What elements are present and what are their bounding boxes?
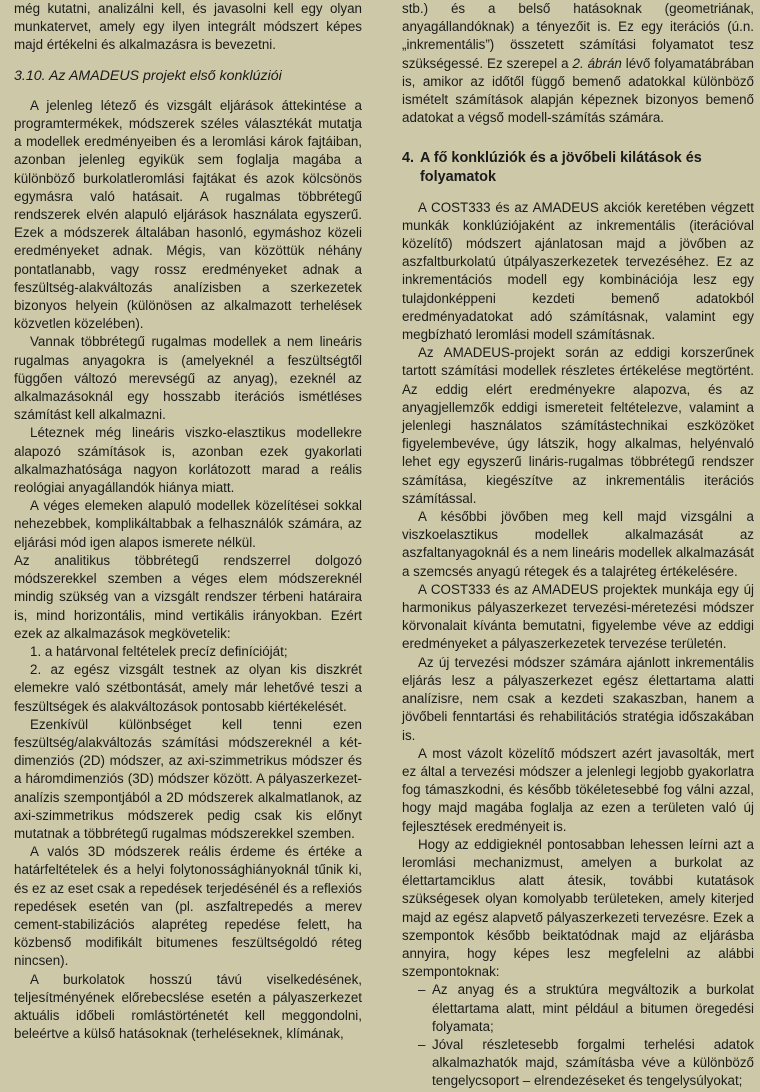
paragraph: Hogy az eddigieknél pontosabban lehessen leírni azt a leromlási mechanizmust, amelyen a burkolat az élettartamciklus alatt átesik, további kutatások szükségesek olyan komolyabb területeken, amely kiterjed majd az egész alapvető pályaszerkezeti tervezésre. Ezek a szempontok később beiktatódnak majd az eljárásba annyira, hogy képes lesz megfelelni az alábbi szempontoknak: <box>402 836 754 980</box>
section-title: A fő konklúziók és a jövőbeli kilátások és folyamatok <box>420 150 702 186</box>
paragraph: A későbbi jövőben meg kell majd vizsgálni a viszkoelasztikus modellek alkalmazását az aszfaltanyagoknál és a nem lineáris modellek alkalmazását a szemcsés anyagú rétegek és a talajréteg értékelésére. <box>402 509 754 579</box>
right-column <box>402 0 754 1091</box>
section-heading <box>402 149 754 186</box>
list-item <box>402 981 754 1036</box>
paragraph: A COST333 és az AMADEUS projektek munkája egy új harmonikus pályaszerkezet tervezési-méretezési módszer körvonalait kívánta bemutatni, figyelembe véve az eddigi eredményeket a pályaszerkezetek tervezése területén. <box>402 581 754 652</box>
dash-bullet: – <box>418 982 426 998</box>
paragraph: Ezenkívül különbséget kell tenni ezen feszültség/alakváltozás számítási módszereknél a két-dimenziós (2D) módszer, az axi-szimmetrikus módszer és a háromdimenziós (3D) módszer között. A pályaszerkezet-analízis szempontjából a 2D módszerek alkalmatlanok, az axi-szimmetrikus módszerek pedig csak kis előnyt mutatnak a többrétegű rugalmas módszerekkel szemben. <box>14 716 362 841</box>
paragraph: Vannak többrétegű rugalmas modellek a nem lineáris rugalmas anyagokra is (amelyeknél a feszültségtől függően változó merevségű az anyag), ezeknél az alkalmazásoknál egy hosszabb iterációs ismétléses számítást kell alkalmazni. <box>14 334 362 423</box>
subsection-heading: 3.10. Az AMADEUS projekt első konklúziói <box>14 67 282 84</box>
section-number: 4. <box>402 150 415 167</box>
paragraph: Az AMADEUS-projekt során az eddigi korszerűnek tartott számítási modellek részletes értékelése megtörtént. Az eddig elért eredményekre alapozva, és az anyagjellemzők eddigi ismereteit feltételezve, valamint a jelenlegi használatos számítástechnikai eszközöket figyelembevéve, úgy látszik, hogy alkalmas, helyénvaló lehet egy egyszerű lináris-rugalmas többrétegű rendszer számítása, kiegészítve az inkrementális iterációs számítással. <box>402 345 754 506</box>
paragraph: A burkolatok hosszú távú viselkedésének, teljesítményének előrebecslése esetén a pályaszerkezet aktuális időbeli romlástörténetét kell meggondolni, beleértve a külső hatásoknak (terheléseknek, klímának, <box>14 971 362 1042</box>
list-item-text: Jóval részletesebb forgalmi terhelési adatok alkalmazhatók majd, számításba véve a különböző tengelycsoport – elrendezéseket és tengelysúlyokat; <box>432 1036 754 1089</box>
paragraph: A valós 3D módszerek reális érdeme és értéke a határfeltételek és a helyi folytonossághiányoknál tűnik ki, és ez az eset csak a repedések terjedésénél és a reflexiós repedések esetén van (pl. aszfaltrepedés a merev cement-stabilizációs alapréteg repedése felett, ha közbenső modifikált bitumenes feszültségoldó réteg nincsen). <box>14 844 362 969</box>
paragraph: Léteznek még lineáris viszko-elasztikus modellekre alapozó számítások is, azonban ezek gyakorlati alkalmazhatósága nagyon korlátozott marad a reális reológiai anyagállandók hiánya miatt. <box>14 425 362 496</box>
figure-reference: 2. ábrán <box>572 55 622 71</box>
paragraph: A most vázolt közelítő módszert azért javasolták, mert ez által a tervezési módszer a jelenlegi legjobb gyakorlatra fog támaszkodni, és később tökéletesebbé fog válni azzal, hogy majd magába foglalja az ezen a területen való új fejlesztések eredményeit is. <box>402 745 754 834</box>
paragraph: A jelenleg létező és vizsgált eljárások áttekintése a programtermékek, módszerek széles választékát mutatja a modellek eredményeiben és a leromlási károk fajtáiban, azonban jelenleg egyikük sem foglalja magába a különböző burkolatleromlási fajtákat és azok kölcsönös egymásra való hatásait. A rugalmas többrétegű rendszerek elvén alapuló eljárások használata egyszerű. Ezek a módszerek általában hasonló, egymáshoz közeli eredményeket adnak. Mégis, van közöttük néhány pontatlanabb, vagy rossz eredményeket adnak a feszültség-alakváltozás analízisben a szerkezetek bizonyos helyein (különösen az alkalmazott terhelések közvetlen közelében). <box>14 97 362 332</box>
list-item <box>402 1036 754 1091</box>
dash-bullet: – <box>418 1036 426 1052</box>
paragraph: A COST333 és az AMADEUS akciók keretében végzett munkák konklúziójaként az inkrementális (iterációval közelítő) módszert ajánlatosan majd a jövőben az aszfaltburkolatú útpályaszerkezetek tervezéséhez. Ez az inkrementációs modell egy kombinációja lesz egy tulajdonképpeni kezdeti bemenő adatokból eredményadatokat adó számításnak, valamint egy megbízható leromlási modell számításnak. <box>402 199 754 343</box>
numbered-item-2: 2. az egész vizsgált testnek az olyan kis diszkrét elemekre való szétbontását, amely már lehetővé teszi a feszültségek és alakváltozások pontosabb kiértékelését. <box>14 662 362 714</box>
list-item-text: Az anyag és a struktúra megváltozik a burkolat élettartama alatt, mint például a bitumen öregedési folyamata; <box>432 982 754 1034</box>
text-run: stb.) és a belső hatásoknak (geometriának, anyagállandóknak) a tényezőit is. Ez egy iterációs (ú.n. „inkrementális”) összetett számítási folyamatot tesz szükségessé. Ez szerepel a <box>402 1 754 71</box>
paragraph: Az analitikus többrétegű rendszerrel dolgozó módszerekkel szemben a véges elem módszereknél mindig szükség van a vizsgált rendszer térbeni határaira is, mind horizontális, mind vertikális irányokban. Ezért ezek az alkalmazások megkövetelik: <box>14 552 362 641</box>
paragraph: A véges elemeken alapuló modellek közelítései sokkal nehezebbek, komplikáltabbak a felhasználók számára, az eljárási mód igen alapos ismerete nélkül. <box>14 498 362 550</box>
text-run: lévő folyamatábrában is, amikor az időtől függő bemenő adatokkal különböző ismételt számítások alapján képeznek bizonyos bemenő adatokat a végső modell-számítás számára. <box>402 55 754 126</box>
paragraph: Az új tervezési módszer számára ajánlott inkrementális eljárás lesz a pályaszerkezet egész élettartama alatti analízisre, nem csak a kezdeti szakaszban, hanem a jövőbeli fenntartási és rehabilitációs stratégia időszakában is. <box>402 654 754 743</box>
paragraph-continued <box>402 0 754 127</box>
left-column <box>14 0 362 1043</box>
paragraph-intro: még kutatni, analizálni kell, és javasolni kell egy olyan munkatervet, amely egy ilyen integrált módszert képes majd értékelni és alkalmazásra is bevezetni. <box>14 1 362 53</box>
numbered-item-1: 1. a határvonal feltételek precíz definícióját; <box>30 643 288 659</box>
